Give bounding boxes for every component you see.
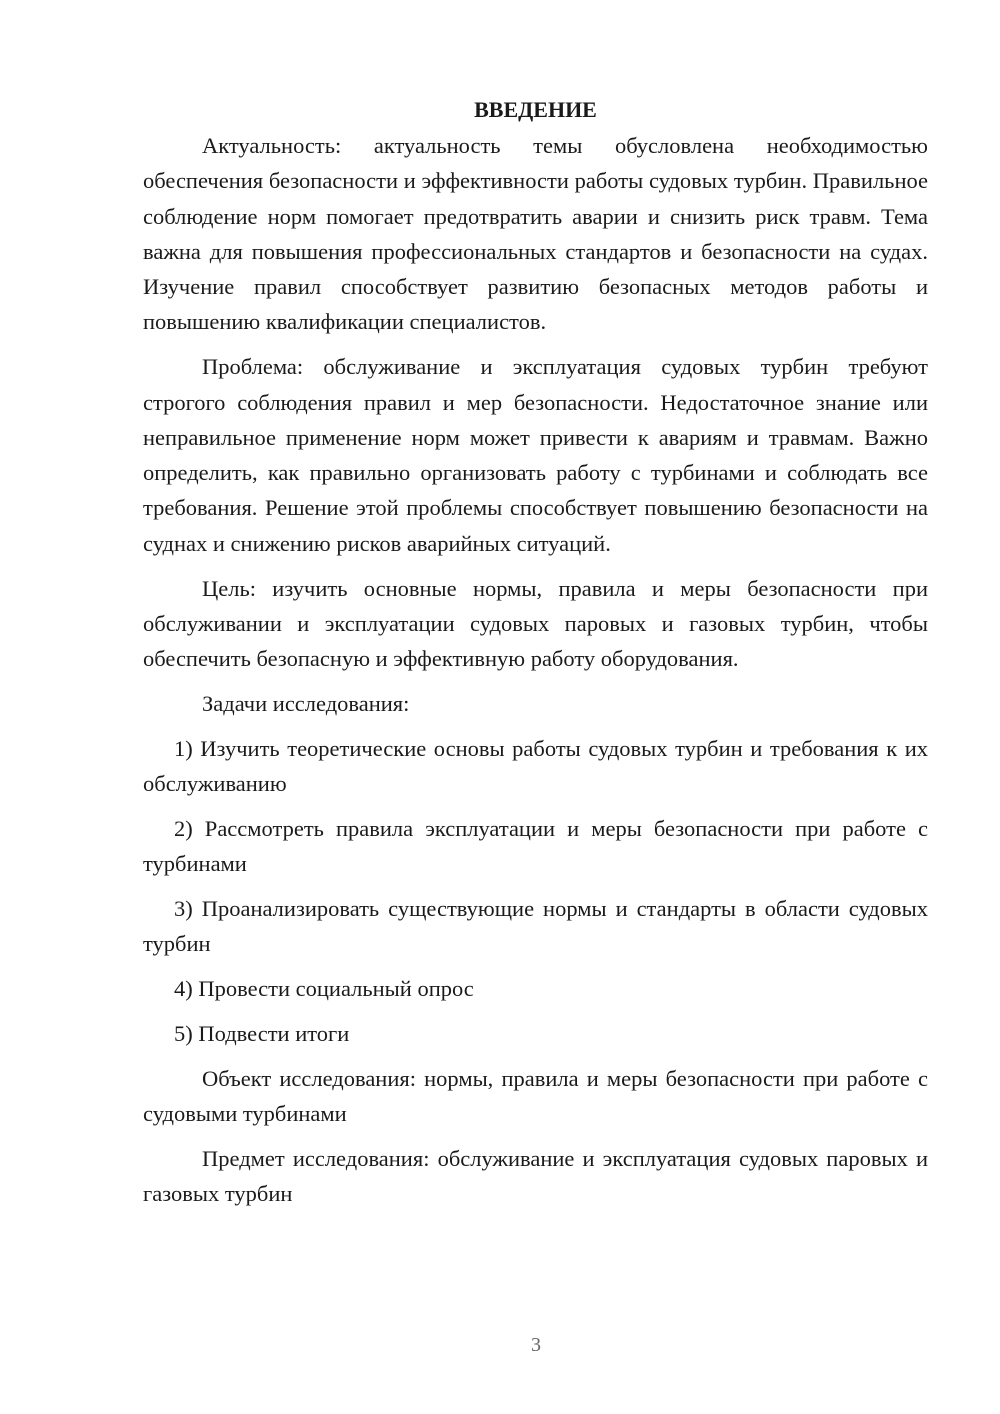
page-title: ВВЕДЕНИЕ — [474, 97, 597, 122]
subject-paragraph: Предмет исследования: обслуживание и эксплуатация судовых паровых и газовых турбин — [143, 1145, 928, 1207]
task-item-5: 5) Подвести итоги — [174, 1020, 350, 1046]
object-paragraph: Объект исследования: нормы, правила и меры безопасности при работе с судовыми турбинами — [143, 1065, 928, 1126]
task-item-3: 3) Проанализировать существующие нормы и стандарты в области судовых турбин — [143, 895, 928, 957]
page-number: 3 — [531, 1334, 541, 1356]
relevance-paragraph: Актуальность: актуальность темы обусловлена необходимостью обеспечения безопасности и эффективности работы судовых турбин. Правильное соблюдение норм помогает предотвратить аварии и снизить риск травм. Тема важна для повышения профессиональных стандартов и безопасности на судах. Изучение правил способствует развитию безопасных методов работы и повышению квалификации специалистов. — [143, 133, 928, 335]
tasks-title: Задачи исследования: — [202, 690, 410, 716]
page-content — [143, 94, 928, 1211]
task-item-2: 2) Рассмотреть правила эксплуатации и меры безопасности при работе с турбинами — [143, 815, 928, 877]
task-item-1: 1) Изучить теоретические основы работы судовых турбин и требования к их обслуживанию — [143, 735, 928, 797]
goal-paragraph: Цель: изучить основные нормы, правила и меры безопасности при обслуживании и эксплуатации судовых паровых и газовых турбин, чтобы обеспечить безопасную и эффективную работу оборудования. — [143, 575, 928, 672]
problem-paragraph: Проблема: обслуживание и эксплуатация судовых турбин требуют строгого соблюдения правил и мер безопасности. Недостаточное знание или неправильное применение норм может привести к авариям и травмам. Важно определить, как правильно организовать работу с турбинами и соблюдать все требования. Решение этой проблемы способствует повышению безопасности на суднах и снижению рисков аварийных ситуаций. — [143, 354, 928, 556]
task-item-4: 4) Провести социальный опрос — [174, 976, 474, 1002]
